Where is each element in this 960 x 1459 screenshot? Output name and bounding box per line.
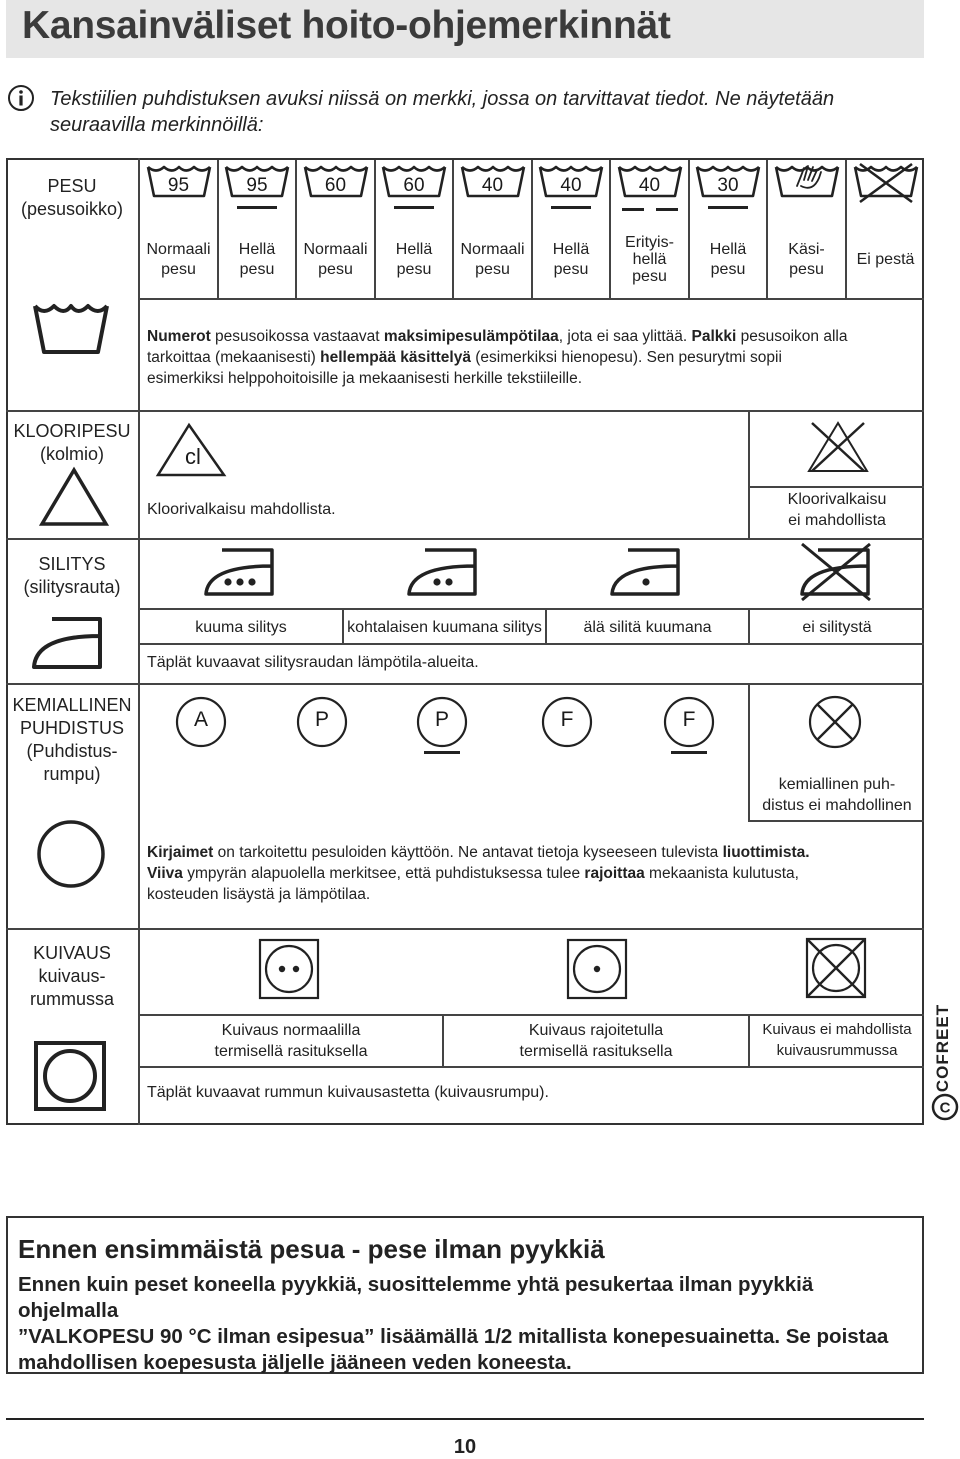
iron-caption-medium: kohtalaisen kuumana silitys [347,619,542,636]
wash-note-bold: Numerot [147,328,211,345]
first-wash-line: mahdollisen koepesusta jäljelle jääneen veden koneesta. [18,1351,572,1374]
wash-temperature: 40 [481,175,504,196]
divider [845,160,847,300]
dry-note-text: on tarkoitettu pesuloiden käyttöön. Ne antavat tietoja kyseeseen tulevista [213,844,723,861]
divider [138,1014,924,1016]
tumble-reduced-icon [566,938,628,1000]
intro-line-1: Tekstiilien puhdistuksen avuksi niissä on merkki, jossa on tarvittavat tiedot. Ne näytetään [50,88,835,110]
wash-temperature: 30 [717,175,739,196]
care-symbol-table [6,158,924,1125]
iron-icon [30,614,106,672]
no-iron-icon [796,542,876,602]
wash-temperature: 95 [246,175,268,196]
wash-caption-line: Ei pestä [856,251,915,268]
iron-note: Täplät kuvaavat silitysraudan lämpötila-alueita. [147,654,479,671]
circle-icon [35,818,107,890]
wash-caption-line: Käsi- [788,241,825,258]
svg-text:C: C [939,1099,951,1117]
wash-caption-line: pesu [789,261,824,278]
page-number: 10 [453,1436,477,1458]
dry-clean-circle-icon [294,694,350,756]
wash-temperature: 60 [403,175,425,196]
wash-note [147,326,917,389]
wash-caption-line: hellä [632,251,667,268]
washtub-temp-icon [223,162,291,218]
chlorine-allowed-icon [155,422,227,478]
wash-temperature: 95 [167,175,190,196]
iron-temp-icon [403,542,483,602]
washtub-temp-icon [616,162,684,218]
wash-note-text: (esimerkiksi hienopesu). Sen pesurytmi sopii [470,349,782,366]
wash-temperature: 60 [324,175,347,196]
tumble-not-allowed-caption: Kuivaus ei mahdollista kuivausrummussa [762,1021,912,1059]
tumble-section-label: KUIVAUS kuivaus- rummussa [29,943,114,1009]
wash-caption-line: pesu [239,261,275,278]
wash-caption [533,240,609,280]
hand-wash-icon [773,162,841,218]
dry-clean-letter: P [434,708,449,731]
wash-note-text: tarkoittaa (mekaanisesti) [147,349,321,366]
dry-note-text: kosteuden lisäystä ja lämpötilaa. [147,886,371,903]
wash-temperature: 40 [560,175,582,196]
chlorine-section-label: KLOORIPESU (kolmio) [13,421,131,464]
wash-note-bold: Palkki [691,328,737,345]
iron-caption-hot: kuuma silitys [195,619,287,636]
wash-note-text: pesusoikon alla [736,328,848,345]
intro-text [50,86,930,138]
wash-caption-line: Hellä [238,241,276,258]
dry-note-bold: Kirjaimet [147,844,214,861]
washtub-temp-icon [459,162,527,218]
wash-caption-line: pesu [318,261,353,278]
wash-caption-line: pesu [475,261,510,278]
wash-note-bold: hellempää käsittelyä [320,349,471,366]
wash-temperature: 40 [638,175,661,196]
wash-note-text: esimerkiksi helppohoitoisille ja mekaanisesti herkille tekstiileille. [147,370,583,387]
dry-clean-note [147,842,917,905]
divider [138,1066,924,1068]
wash-caption [297,240,374,280]
wash-caption [140,240,217,280]
iron-temp-icon [606,542,686,602]
dry-clean-section-label: KEMIALLINEN PUHDISTUS (Puhdistus- rumpu) [12,695,132,784]
triangle-icon [38,466,110,528]
title-bar [6,0,924,58]
wash-caption [376,240,452,280]
wash-caption-line: Normaali [146,241,211,258]
divider [6,928,924,930]
footer-rule [6,1418,924,1420]
wash-caption-line: Normaali [303,241,368,258]
divider [138,608,924,610]
tumble-note: Täplät kuvaavat rummun kuivausastetta (kuivausrumpu). [147,1084,549,1101]
wash-caption [219,240,295,280]
cofreet-text: COFREET [933,1003,952,1093]
first-wash-line: Ennen kuin peset koneella pyykkiä, suosittelemme yhtä pesukertaa ilman pyykkiä ohjelmalla [18,1273,814,1322]
first-wash-heading: Ennen ensimmäistä pesua - pese ilman pyykkiä [18,1234,605,1264]
wash-caption [690,240,766,280]
wash-caption-line: Normaali [460,241,525,258]
label-column-divider [138,158,140,1125]
first-wash-line: ”VALKOPESU 90 °C ilman esipesua” lisäämällä 1/2 mitallista konepesuainetta. Se poistaa [18,1325,889,1348]
chlorine-not-allowed-icon [806,420,870,474]
washtub-temp-icon [380,162,448,218]
wash-caption-line: Hellä [709,241,747,258]
wash-caption [454,240,531,280]
tumble-normal-icon [258,938,320,1000]
chlorine-symbol-text: cl [185,444,201,469]
divider [6,410,924,412]
wash-caption-line: pesu [632,268,667,285]
wash-note-text: pesusoikossa vastaavat [210,328,384,345]
iron-caption-low: älä silitä kuumana [583,619,712,636]
dry-note-bold: Viiva [147,865,183,882]
iron-section-label: SILITYS (silitysrauta) [23,554,121,597]
dry-clean-not-allowed-caption: kemiallinen puh- distus ei mahdollinen [762,776,912,814]
wash-section-label: PESU (pesusoikko) [20,176,124,219]
dry-clean-circle-icon [661,694,717,756]
washtub-temp-icon [537,162,605,218]
info-icon [7,84,35,112]
no-wash-icon [852,162,920,218]
dry-clean-letter: F [682,708,696,731]
tumble-not-allowed-icon [805,937,867,999]
wash-note-text: , jota ei saa ylittää. [558,328,692,345]
dry-clean-letter: A [193,708,208,731]
cofreet-mark [927,1000,960,1125]
wash-caption-line: Hellä [552,241,590,258]
wash-caption-line: pesu [161,261,196,278]
dry-note-bold: liuottimista. [722,844,810,861]
wash-caption [611,234,688,285]
dry-note-text: ympyrän alapuolella merkitsee, että puhdistuksessa tulee [182,865,585,882]
divider [748,486,924,488]
chlorine-allowed-caption: Kloorivalkaisu mahdollista. [147,501,336,518]
tumble-dryer-icon [33,1040,107,1112]
dry-clean-circle-icon [173,694,229,756]
wash-caption [768,240,845,280]
washtub-temp-icon [694,162,762,218]
dry-note-bold: rajoittaa [584,865,645,882]
dry-clean-not-allowed-icon [805,692,865,752]
divider [138,643,924,645]
divider [6,538,924,540]
dry-clean-circle-icon [414,694,470,756]
dry-note-text: mekaanista kulutusta, [644,865,799,882]
washtub-icon [32,300,110,356]
chlorine-not-allowed-caption: Kloorivalkaisu ei mahdollista [787,491,887,529]
first-wash-text [18,1272,918,1376]
wash-caption-line: pesu [553,261,589,278]
washtub-temp-icon [145,162,213,218]
iron-temp-icon [200,542,280,602]
wash-caption-line: Erityis- [625,234,674,251]
tumble-normal-caption: Kuivaus normaalilla termisellä rasituksella [214,1022,368,1060]
tumble-reduced-caption: Kuivaus rajoitetulla termisellä rasituksella [519,1022,673,1060]
wash-note-bold: maksimipesulämpötilaa [383,328,559,345]
iron-caption-none: ei silitystä [802,619,872,636]
washtub-temp-icon [302,162,370,218]
wash-caption [847,250,924,270]
divider [748,820,924,822]
wash-caption-line: pesu [710,261,746,278]
dry-clean-circle-icon [539,694,595,756]
dry-clean-letter: F [560,708,574,731]
intro-line-2: seuraavilla merkinnöillä: [50,114,264,136]
wash-caption-line: Hellä [395,241,433,258]
dry-clean-letter: P [314,708,329,731]
page-title: Kansainväliset hoito-ohjemerkinnät [22,4,671,47]
wash-caption-line: pesu [396,261,432,278]
divider [6,683,924,685]
